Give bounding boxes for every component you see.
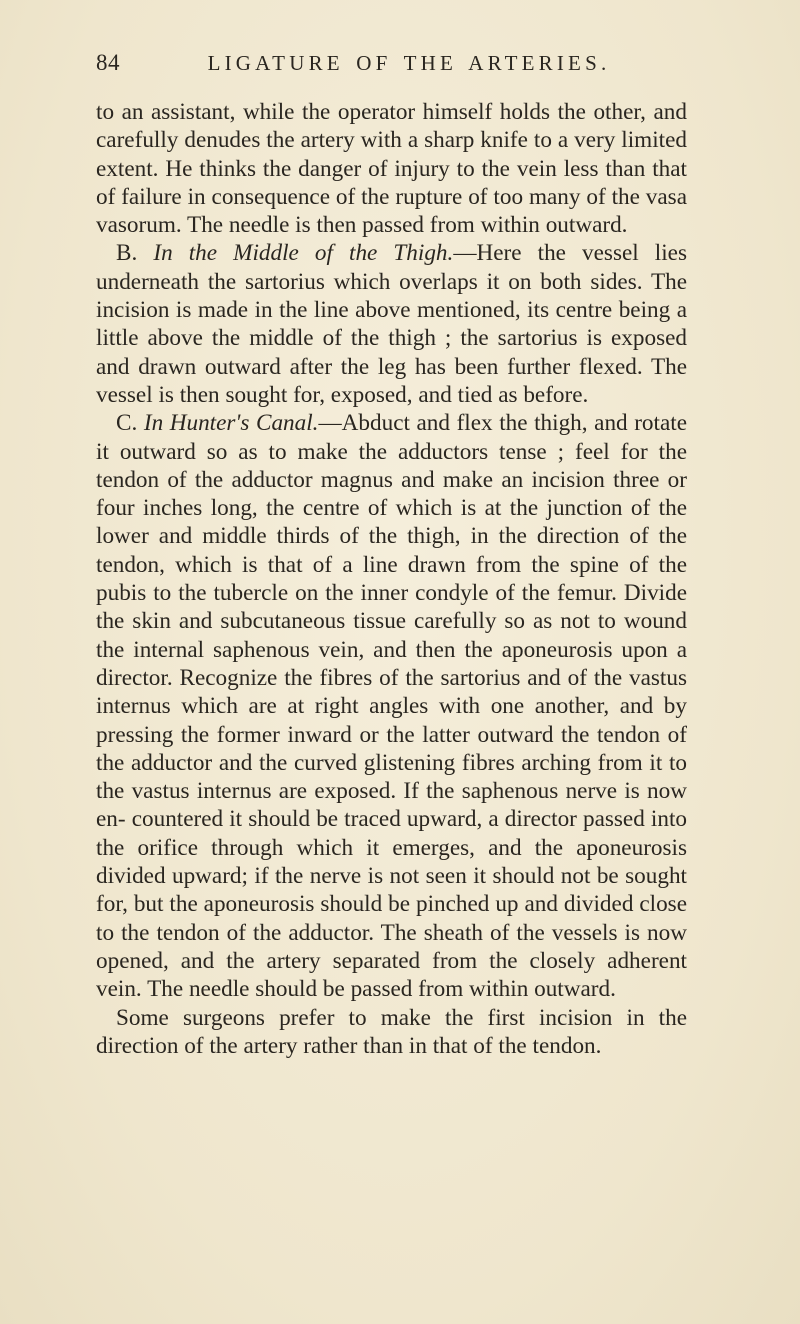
paragraph-text: Some surgeons prefer to make the first incision in the direction of the artery rather than in that of the tendon.	[96, 1004, 687, 1059]
paragraph-middle-of-thigh	[96, 239, 687, 409]
paragraph-text: —Abduct and flex the thigh, and rotate it outward so as to make the adductors tense ; feel for the tendon of the adductor magnus and make an incision three or four inches long, the centre of which is at the junction of the lower and middle thirds of the thigh, in the direction of the tendon, which is that of a line drawn from the spine of the pubis to the tubercle on the inner condyle of the femur. Divide the skin and subcutaneous tissue carefully so as not to wound the internal saphenous vein, and then the aponeurosis upon a director. Recognize the fibres of the sartorius and of the vastus internus which are at right angles with one another, and by pressing the former inward or the latter outward the tendon of the adductor and the curved glistening fibres arching from it to the vastus internus are exposed. If the saphenous nerve is now en- countered it should be traced upward, a director passed into the orifice through which it emerges, and the aponeurosis divided upward; if the nerve is not seen it should not be sought for, but the aponeurosis should be pinched up and divided close to the tendon of the adductor. The sheath of the vessels is now opened, and the artery separated from the closely adherent vein. The needle should be passed from within outward.	[96, 410, 687, 1003]
section-heading: In the Middle of the Thigh.	[153, 240, 454, 267]
page-header	[96, 50, 686, 82]
page-number: 84	[96, 50, 120, 75]
body-text	[96, 98, 687, 1060]
paragraph-text: to an assistant, while the operator himself holds the other, and carefully denudes the artery with a sharp knife to a very limited extent. He thinks the danger of injury to the vein less than that of failure in consequence of the rupture of too many of the vasa vasorum. The needle is then passed from within outward.	[96, 99, 687, 239]
section-letter: C.	[116, 410, 144, 437]
section-heading: In Hunter's Canal.	[143, 410, 319, 437]
paragraph-text: —Here the vessel lies underneath the sartorius which overlaps it on both sides. The incision is made in the line above mentioned, its centre being a little above the middle of the thigh ; the sartorius is exposed and drawn outward after the leg has been further flexed. The vessel is then sought for, exposed, and tied as before.	[96, 240, 687, 408]
running-head: LIGATURE OF THE ARTERIES.	[207, 51, 611, 75]
paragraph-alternative-incision	[96, 1004, 687, 1061]
paragraph-hunters-canal	[96, 409, 687, 1003]
paragraph-continuation	[96, 98, 687, 239]
section-letter: B.	[116, 240, 154, 267]
